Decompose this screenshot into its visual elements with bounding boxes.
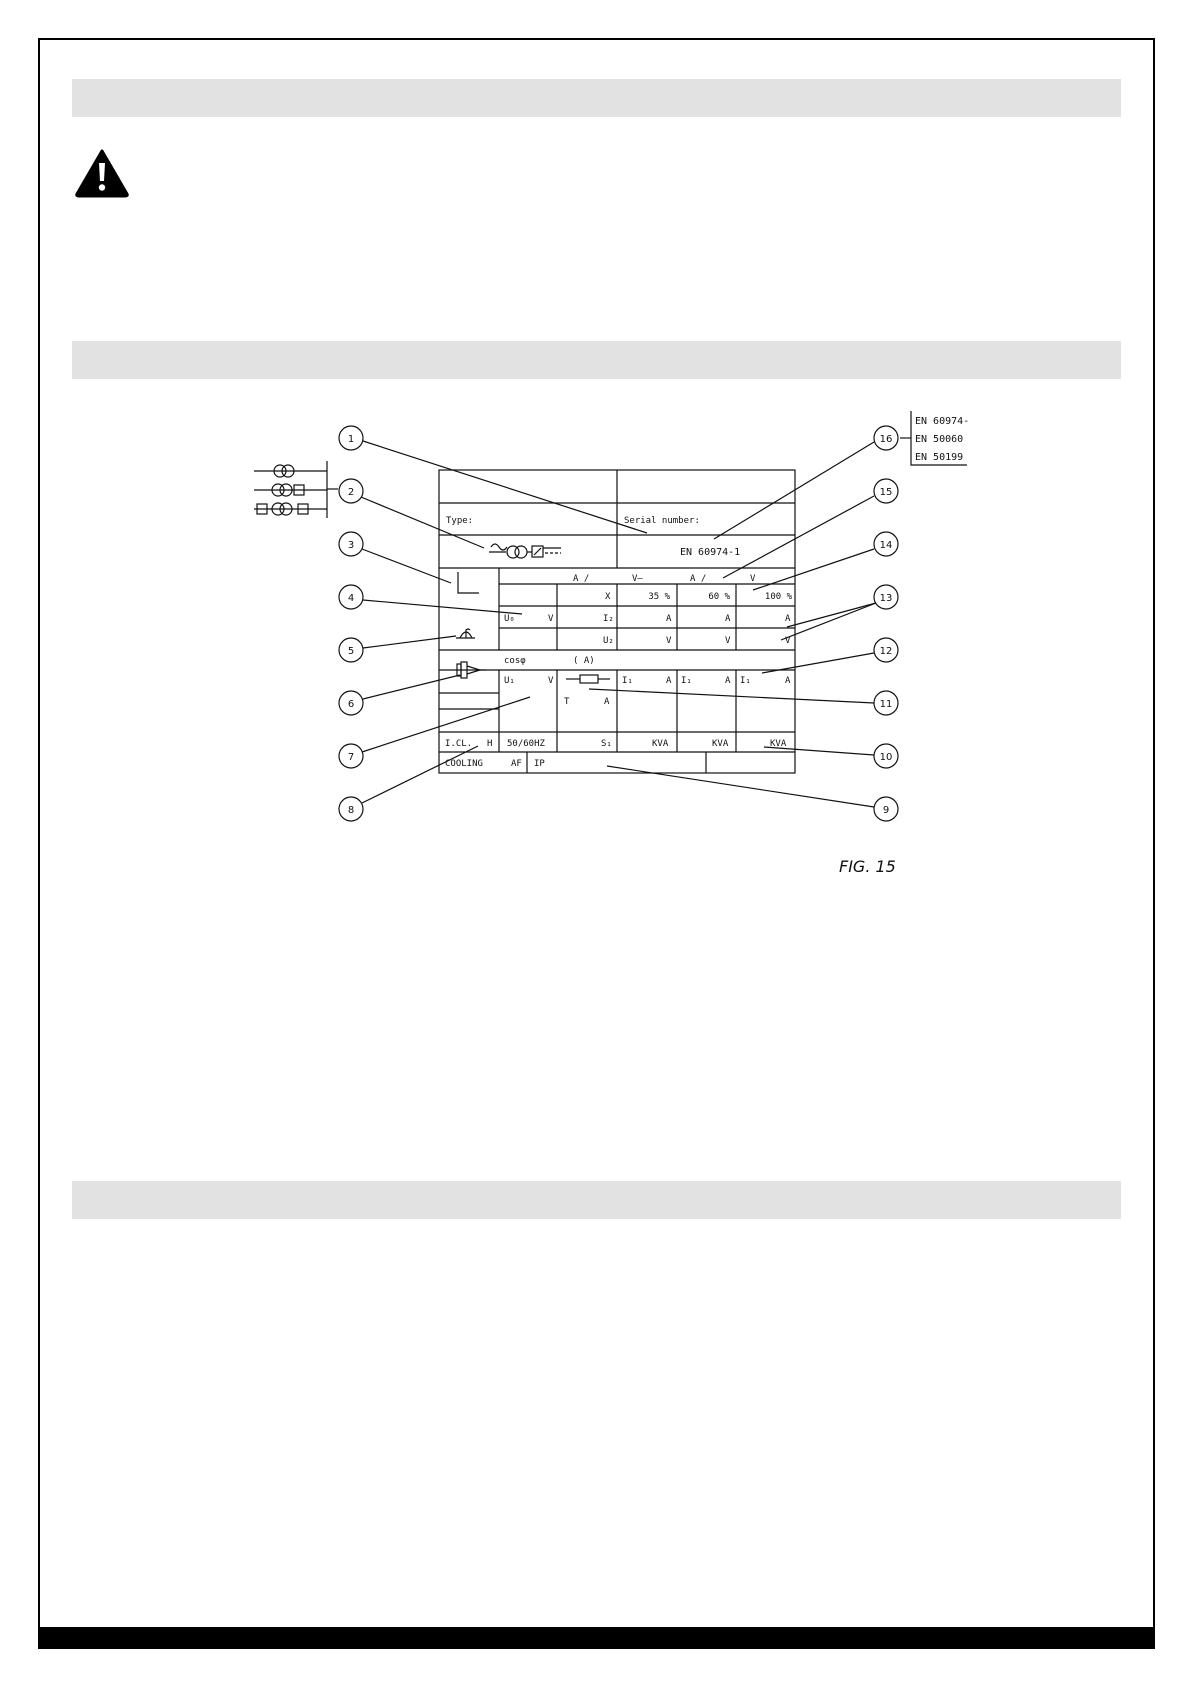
x-label: X [605,592,611,602]
u0-label: U₀ [504,614,515,624]
cosphi-range: ( A) [573,656,595,666]
header-a-2: A / [690,574,707,584]
kva-unit-100: KVA [770,739,787,749]
header-v-2: V [750,574,756,584]
callout-13: 13 [879,593,893,604]
insulation-class-value: H [487,739,493,749]
callout-12: 12 [879,646,893,657]
header-v-1: V— [632,574,643,584]
callout-6: 6 [347,699,355,710]
cooling-af: AF [511,759,522,769]
cooling-label: COOLING [445,759,483,769]
callout-3: 3 [347,540,355,551]
standard-3: EN 50199 [915,452,964,463]
i2-unit-60: A [725,614,731,624]
insulation-class-label: I.CL. [445,739,473,749]
en-standard: EN 60974-1 [680,547,741,558]
u2-unit-60: V [725,636,731,646]
ip-label: IP [534,759,545,769]
callout-5: 5 [347,646,355,657]
i1-unit-35: A [666,676,672,686]
duty-35: 35 % [648,592,670,602]
u0-unit: V [548,614,554,624]
type-label: Type: [446,516,474,526]
callout-7: 7 [347,752,355,763]
header-a-1: A / [573,574,590,584]
u2-label: U₂ [603,636,614,646]
i1-unit-60: A [725,676,731,686]
duty-60: 60 % [708,592,730,602]
fuse-t-label: T [564,697,570,707]
u1-label: U₁ [504,676,515,686]
i1-label-35: I₁ [622,676,633,686]
callout-4: 4 [347,593,355,604]
callout-15: 15 [879,487,893,498]
u2-unit-100: V [785,636,791,646]
callout-11: 11 [879,699,893,710]
kva-unit-35: KVA [652,739,669,749]
callout-1: 1 [347,434,355,445]
callout-9: 9 [882,805,890,816]
callout-2: 2 [347,487,355,498]
callout-14: 14 [879,540,893,551]
i1-label-100: I₁ [740,676,751,686]
standard-2: EN 50060 [915,434,964,445]
standard-1: EN 60974- [915,416,970,427]
frequency-label: 50/60HZ [507,739,545,749]
s1-label: S₁ [601,739,612,749]
i1-unit-100: A [785,676,791,686]
i2-unit-35: A [666,614,672,624]
figure-caption: FIG. 15 [839,857,896,876]
kva-unit-60: KVA [712,739,729,749]
callout-10: 10 [879,752,893,763]
u2-unit-35: V [666,636,672,646]
cosphi-label: cosφ [504,656,526,666]
callout-16: 16 [879,434,893,445]
serial-label: Serial number: [624,516,700,526]
i2-unit-100: A [785,614,791,624]
fuse-a-unit: A [604,697,610,707]
i2-label: I₂ [603,614,614,624]
callout-8: 8 [347,805,355,816]
u1-unit: V [548,676,554,686]
duty-100: 100 % [764,592,792,602]
i1-label-60: I₁ [681,676,692,686]
